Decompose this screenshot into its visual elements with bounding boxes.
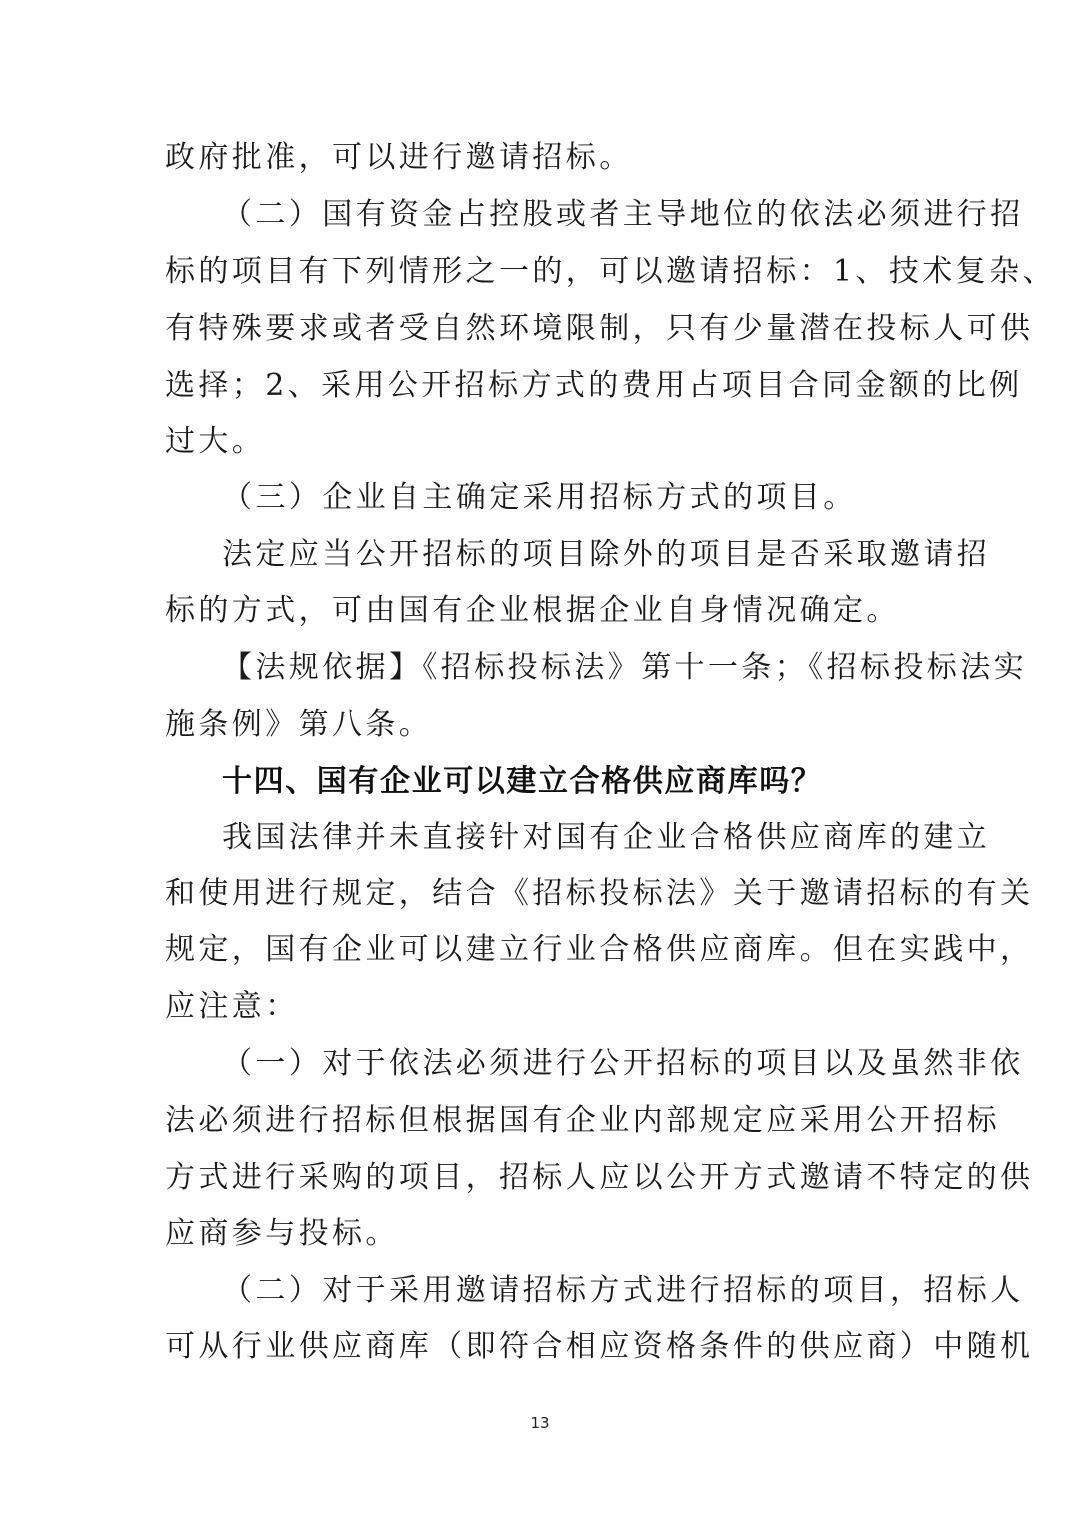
text-line: 过大。 [165, 424, 266, 459]
text-line: （三）企业自主确定采用招标方式的项目。 [222, 480, 857, 515]
text-line: 政府批准，可以进行邀请招标。 [165, 140, 633, 175]
text-line: 选择；2、采用公开招标方式的费用占项目合同金额的比例 [165, 368, 1023, 403]
text-line: 和使用进行规定，结合《招标投标法》关于邀请招标的有关 [165, 876, 1034, 911]
text-line: 施条例》第八条。 [165, 707, 433, 742]
text-line: 规定，国有企业可以建立行业合格供应商库。但在实践中， [165, 932, 1034, 967]
text-line: 应注意： [165, 989, 299, 1024]
text-line: 我国法律并未直接针对国有企业合格供应商库的建立 [222, 820, 991, 855]
text-line: （二）对于采用邀请招标方式进行招标的项目，招标人 [222, 1273, 1024, 1308]
text-line: 法必须进行招标但根据国有企业内部规定应采用公开招标 [165, 1103, 1000, 1138]
text-line: 法定应当公开招标的项目除外的项目是否采取邀请招 [222, 537, 991, 572]
text-line: （二）国有资金占控股或者主导地位的依法必须进行招 [222, 197, 1024, 232]
section-heading: 十四、国有企业可以建立合格供应商库吗？ [222, 764, 823, 799]
text-line: 有特殊要求或者受自然环境限制，只有少量潜在投标人可供 [165, 311, 1034, 346]
text-line: 可从行业供应商库（即符合相应资格条件的供应商）中随机 [165, 1329, 1034, 1364]
text-line: 应商参与投标。 [165, 1216, 399, 1251]
text-line: （一）对于依法必须进行公开招标的项目以及虽然非依 [222, 1046, 1024, 1081]
text-line: 标的项目有下列情形之一的，可以邀请招标：1、技术复杂、 [165, 254, 1056, 289]
text-line: 标的方式，可由国有企业根据企业自身情况确定。 [165, 593, 900, 628]
page-number: 13 [530, 1414, 550, 1432]
text-line: 【法规依据】《招标投标法》第十一条；《招标投标法实 [222, 650, 1027, 685]
text-line: 方式进行采购的项目，招标人应以公开方式邀请不特定的供 [165, 1160, 1034, 1195]
